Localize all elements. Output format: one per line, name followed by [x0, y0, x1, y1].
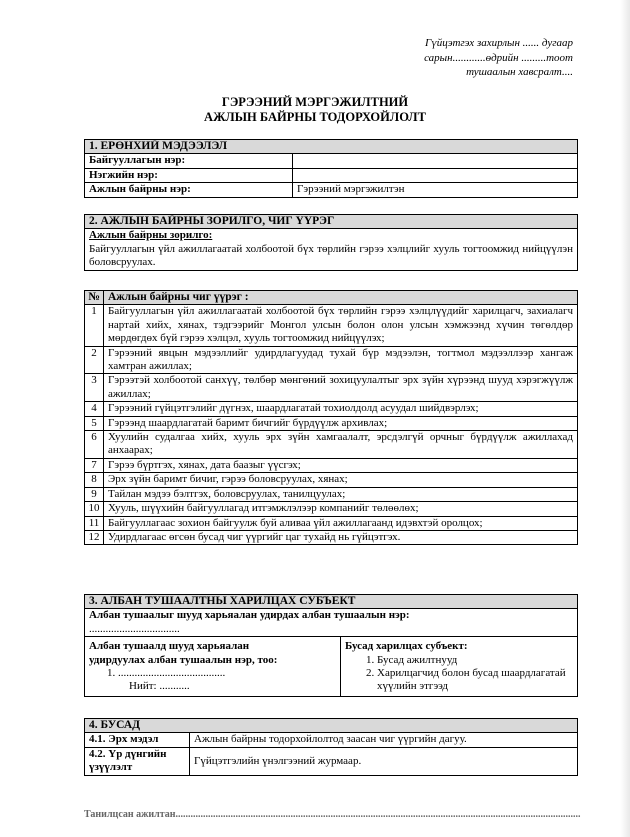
duty-number: 6 — [85, 431, 104, 459]
order-reference — [424, 36, 573, 80]
duties-table — [84, 290, 578, 545]
other-subjects-label: Бусад харилцах субъект: — [345, 640, 468, 653]
table-row — [85, 374, 578, 402]
document-title — [0, 95, 630, 125]
table-row — [85, 416, 578, 430]
table-row — [85, 530, 578, 544]
authority-label: 4.1. Эрх мэдэл — [85, 733, 190, 747]
duty-number: 4 — [85, 402, 104, 416]
title-line-2: АЖЛЫН БАЙРНЫ ТОДОРХОЙЛОЛТ — [204, 110, 426, 124]
table-row — [85, 487, 578, 501]
duty-text: Эрх зүйн баримт бичиг, гэрээ боловсруулах, хянах; — [104, 473, 578, 487]
table-row — [85, 183, 578, 197]
table-row — [85, 473, 578, 487]
duty-text: Байгууллагаас зохион байгуулж буй аливаа үйл ажиллагаанд идэвхтэй оролцох; — [104, 516, 578, 530]
purpose-text: Байгууллагын үйл ажиллагаатай холбоотой бүх төрлийн гэрээ хэлцлийг хууль тогтоомжид нийцүүлэн боловсруулах. — [89, 242, 573, 269]
title-line-1: ГЭРЭЭНИЙ МЭРГЭЖИЛТНИЙ — [221, 95, 409, 109]
direct-supervisor-value: ................................. — [89, 622, 180, 635]
purpose-label: Ажлын байрны зорилго: — [89, 229, 213, 242]
list-item: 2. Харилцагчид болон бусад шаардлагатай хүүлийн этгээд — [377, 667, 573, 694]
unit-name-value — [293, 168, 578, 182]
duty-number: 9 — [85, 487, 104, 501]
unit-name-label: Нэгжийн нэр: — [85, 168, 293, 182]
org-name-value — [293, 154, 578, 168]
duty-text: Удирдлагаас өгсөн бусад чиг үүргийг цаг тухайд нь гүйцэтгэх. — [104, 530, 578, 544]
duty-text: Гэрээний явцын мэдээллийг удирдлагуудад тухай бүр мэдээлэн, тогтмол мэдээллээр хангаж хамтран ажиллах; — [104, 346, 578, 374]
duty-text: Байгууллагын үйл ажиллагаатай холбоотой бүх төрлийн гэрээ хэлцлүүдийг харилцагч, захиалагч нартай хийх, хянах, тэдгээрийг Монгол улсын болон олон улсын хэмжээнд хүчин төгөлдөр мөрдөгдөх бүй гэрээ хэлцэл, хууль тогтоомжид нийцүүлэх; — [104, 305, 578, 346]
table-row — [85, 305, 578, 346]
table-row — [85, 346, 578, 374]
general-info-table — [84, 139, 578, 198]
table-row — [85, 502, 578, 516]
duty-text: Хуулийн судалгаа хийх, хууль эрх зүйн хамгаалалт, эрсдэлгүй орчныг бүрдүүлж ажиллахад анхаарах; — [104, 431, 578, 459]
table-row — [85, 431, 578, 459]
subordinates-count: Нийт: ........... — [129, 680, 190, 693]
other-subjects-cell — [341, 637, 578, 697]
other-subjects-list — [345, 654, 573, 694]
table-row — [85, 747, 578, 775]
purpose-table — [84, 214, 578, 271]
section-1-heading: 1. ЕРӨНХИЙ МЭДЭЭЛЭЛ — [85, 140, 578, 154]
duty-number: 10 — [85, 502, 104, 516]
section-3-heading: 3. АЛБАН ТУШААЛТНЫ ХАРИЛЦАХ СУБЪЕКТ — [85, 595, 578, 609]
duty-number: 1 — [85, 305, 104, 346]
order-ref-line-1: Гүйцэтгэх захирлын ...... дугаар — [424, 37, 573, 49]
duties-title-header: Ажлын байрны чиг үүрэг : — [104, 291, 578, 305]
position-name-label: Ажлын байрны нэр: — [85, 183, 293, 197]
other-table — [84, 718, 578, 776]
kpi-label: 4.2. Үр дүнгийн үзүүлэлт — [85, 747, 190, 775]
duty-text: Хууль, шүүхийн байгууллагад итгэмжлэлээр компанийг төлөөлөх; — [104, 502, 578, 516]
duty-text: Тайлан мэдээ бэлтгэх, боловсруулах, танилцуулах; — [104, 487, 578, 501]
duty-text: Гэрээ бүртгэх, хянах, дата баазыг үүсгэх; — [104, 458, 578, 472]
table-row — [85, 402, 578, 416]
duty-text: Гэрээнд шаардлагатай баримт бичгийг бүрдүүлж архивлах; — [104, 416, 578, 430]
kpi-value: Гүйцэтгэлийн үнэлгээний журмаар. — [190, 747, 578, 775]
position-name-value: Гэрээний мэргэжилтэн — [293, 183, 578, 197]
org-name-label: Байгууллагын нэр: — [85, 154, 293, 168]
acknowledgement-line: Танилцсан ажилтан.................................................................................................................................................................. — [84, 809, 581, 820]
duty-number: 3 — [85, 374, 104, 402]
table-row — [85, 168, 578, 182]
table-row — [85, 458, 578, 472]
table-row — [85, 733, 578, 747]
relations-table — [84, 594, 578, 697]
authority-value: Ажлын байрны тодорхойлолтод заасан чиг үүргийн дагуу. — [190, 733, 578, 747]
subordinates-label-2: удирдуулах албан тушаалын нэр, тоо: — [89, 653, 278, 666]
purpose-cell — [85, 229, 578, 270]
section-4-heading: 4. БУСАД — [85, 719, 578, 733]
subordinates-label-1: Албан тушаалд шууд харьяалан — [89, 640, 250, 653]
list-item: 1. Бусад ажилтнууд — [377, 654, 573, 667]
table-row — [85, 154, 578, 168]
order-ref-line-3: тушаалын хавсралт.... — [466, 66, 573, 78]
duty-number: 5 — [85, 416, 104, 430]
direct-supervisor-label: Албан тушаалыг шууд харьяалан удирдах албан тушаалын нэр: — [89, 609, 410, 622]
duty-number: 8 — [85, 473, 104, 487]
duty-number: 2 — [85, 346, 104, 374]
section-2-heading: 2. АЖЛЫН БАЙРНЫ ЗОРИЛГО, ЧИГ ҮҮРЭГ — [85, 215, 578, 229]
duty-text: Гэрээний гүйцэтгэлийг дүгнэх, шаардлагатай тохиолдолд асуудал шийдвэрлэх; — [104, 402, 578, 416]
direct-supervisor-cell — [85, 609, 578, 637]
subordinate-name-placeholder: ....................................... — [118, 667, 226, 680]
subordinates-list-item: 1. ....................................... — [107, 667, 226, 680]
duty-text: Гэрээтэй холбоотой санхүү, төлбөр мөнгөний зохицуулалтыг эрх зүйн хүрээнд шууд хэрэгжүүлж ажиллах; — [104, 374, 578, 402]
duties-num-header: № — [85, 291, 104, 305]
duty-number: 11 — [85, 516, 104, 530]
order-ref-line-2: сарын............өдрийн .........тоот — [424, 51, 573, 64]
duty-number: 12 — [85, 530, 104, 544]
duty-number: 7 — [85, 458, 104, 472]
subordinates-cell — [85, 637, 341, 697]
table-row — [85, 516, 578, 530]
page-edge-shadow — [620, 0, 630, 837]
